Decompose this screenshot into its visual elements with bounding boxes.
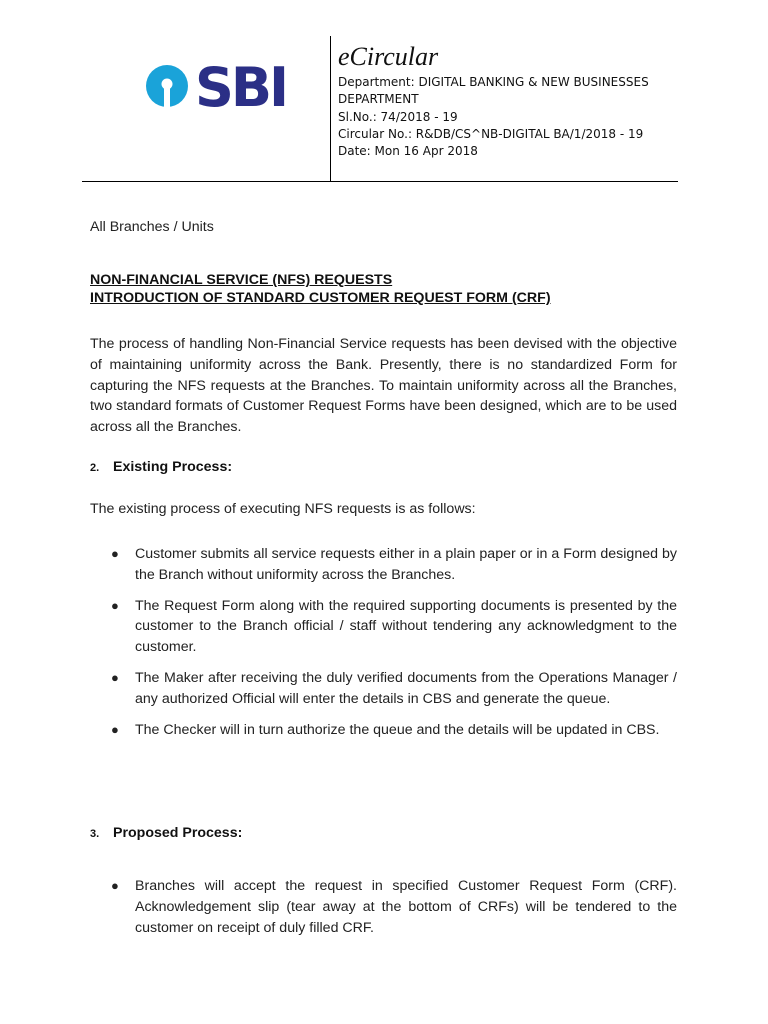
bullet-icon: ● [111, 878, 119, 893]
intro-paragraph: The process of handling Non-Financial Service requests has been devised with the objective of maintaining uniformity across the Bank. Presently, there is no standardized Form for capturing the NFS requests at the Branches. To maintain uniformity across all the Branches, two standard formats of Customer Request Forms have been designed, which are to be used across all the Branches. [90, 336, 677, 436]
list-item-text: The Checker will in turn authorize the queue and the details will be updated in CBS. [135, 721, 660, 738]
list-item-text: The Maker after receiving the duly verified documents from the Operations Manager / any authorized Official will enter the details in CBS and generate the queue. [135, 669, 677, 707]
list-item [111, 668, 677, 710]
list-item-text: Branches will accept the request in specified Customer Request Form (CRF). Acknowledgement slip (tear away at the bottom of CRFs) will be tendered to the customer on receipt of duly filled CRF. [135, 878, 677, 936]
section-3-heading [90, 825, 242, 841]
serial-number: Sl.No.: 74/2018 - 19 [338, 109, 458, 124]
subject-line-2: INTRODUCTION OF STANDARD CUSTOMER REQUEST FORM (CRF) [90, 290, 551, 306]
subject [90, 271, 677, 307]
circular-date: Date: Mon 16 Apr 2018 [338, 144, 478, 159]
sbi-keyhole-icon [145, 60, 189, 116]
bullet-icon: ● [111, 669, 119, 685]
subject-line-1: NON-FINANCIAL SERVICE (NFS) REQUESTS [90, 272, 393, 288]
list-item [111, 596, 677, 658]
ecircular-title: eCircular [338, 42, 439, 71]
bullet-icon: ● [111, 597, 119, 613]
section-2-bullet-list [111, 544, 677, 740]
section-2-lead: The existing process of executing NFS requests is as follows: [90, 501, 476, 517]
department-line-1: Department: DIGITAL BANKING & NEW BUSINESSES [338, 75, 649, 89]
sbi-logo [145, 58, 286, 118]
addressee: All Branches / Units [90, 219, 214, 235]
list-item-text: Customer submits all service requests either in a plain paper or in a Form designed by the Branch without uniformity across the Branches. [135, 546, 677, 583]
section-3-bullet-list [111, 876, 677, 938]
bullet-icon: ● [111, 721, 119, 737]
section-2-heading [90, 459, 232, 475]
section-3-title: Proposed Process: [113, 825, 243, 841]
section-2-number: 2. [90, 462, 100, 474]
list-item [111, 720, 677, 741]
section-3-number: 3. [90, 828, 100, 840]
header-horizontal-divider [82, 181, 678, 182]
circular-header [338, 40, 678, 160]
list-item [111, 876, 677, 938]
list-item [111, 544, 677, 586]
section-2-title: Existing Process: [113, 459, 233, 475]
circular-number: Circular No.: R&DB/CS^NB-DIGITAL BA/1/2018 - 19 [338, 126, 644, 141]
list-item-text: The Request Form along with the required supporting documents is presented by the customer to the Branch official / staff without tendering any acknowledgment to the customer. [135, 597, 677, 656]
sbi-logo-text: SBI [195, 56, 287, 119]
bullet-icon: ● [111, 546, 119, 561]
department-line-2: DEPARTMENT [338, 92, 419, 107]
header-vertical-divider [330, 36, 331, 181]
